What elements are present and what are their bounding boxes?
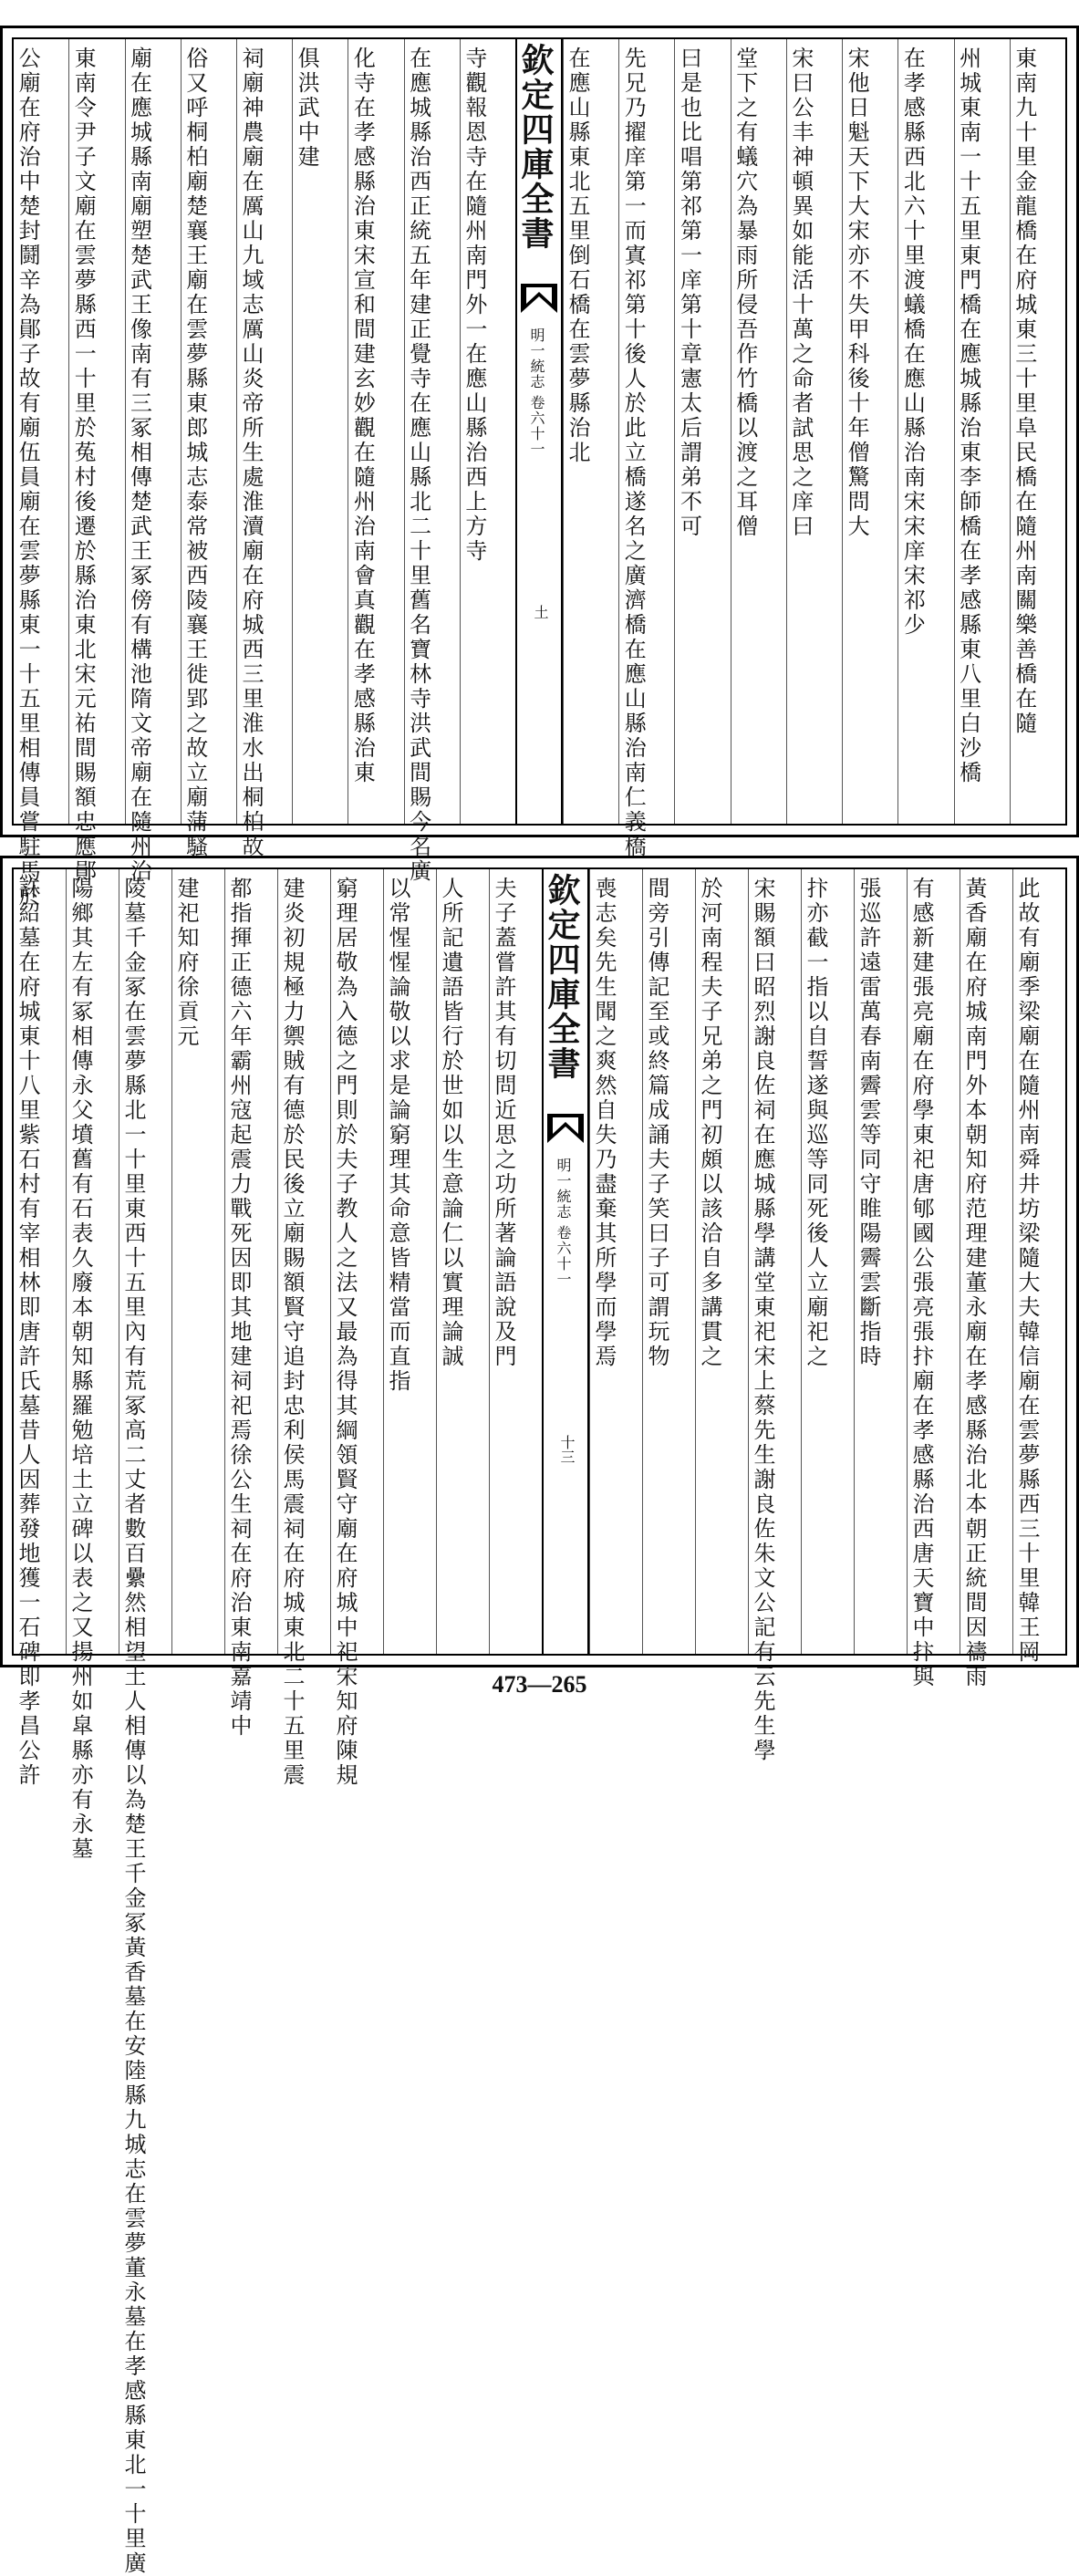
text-column	[897, 39, 953, 824]
column-text: 東南令尹子文廟在雲夢縣西一十里於菟村後遷於縣治東北宋元祐間賜額忠應鄖	[70, 47, 97, 884]
column-text: 人所記遺語皆行於世如以生意論仁以實理論誠	[438, 877, 463, 1369]
page-number: 土	[532, 605, 550, 619]
text-column	[960, 869, 1012, 1689]
volume-label: 明一統志 卷六十一	[555, 1158, 572, 1288]
column-text: 曰是也比唱第祁第一庠第十章憲太后謂弟不可	[676, 47, 702, 539]
text-column	[642, 869, 695, 1654]
text-column	[589, 869, 642, 1654]
column-text: 東南九十里金龍橋在府城東三十里阜民橋在隨州南關樂善橋在隨	[1011, 47, 1037, 736]
page-top	[0, 26, 1079, 909]
column-text: 喪志矣先生聞之爽然自失乃盡棄其所學而學焉	[591, 877, 617, 1369]
scan-page-number: 473—265	[492, 1671, 587, 1698]
text-column	[68, 39, 124, 884]
text-column	[563, 39, 618, 824]
text-column	[181, 39, 236, 859]
column-text: 許紹墓在府城東十八里紫石村有宰相林即唐許氏墓昔人因葬發地獲一石碑即孝昌公許	[15, 877, 40, 1788]
text-column	[786, 39, 842, 824]
column-text: 以常惺惺論敬以求是論窮理其命意皆精當而直指	[385, 877, 410, 1394]
page-top-frame	[12, 37, 1067, 909]
text-column	[801, 869, 854, 1654]
column-text: 宋他日魁天下大宋亦不失甲科後十年僧驚問大	[844, 47, 870, 539]
text-column	[1010, 39, 1065, 824]
page-number: 十三	[558, 1435, 576, 1464]
text-column	[460, 39, 515, 824]
column-text: 寺觀報恩寺在隨州南門外一在應山縣治西上方寺	[461, 47, 487, 564]
text-column	[842, 39, 897, 824]
text-column	[674, 39, 730, 824]
column-text: 於河南程夫子兄弟之門初頗以該洽自多講貫之	[697, 877, 722, 1369]
column-text: 俗又呼桐柏廟楚襄王廟在雲夢縣東郎城志泰常被西陵襄王徙郢之故立廟蒲騷	[182, 47, 208, 859]
column-text: 州城東南一十五里東門橋在應城縣治東李師橋在孝感縣東八里白沙橋	[955, 47, 981, 785]
text-column	[330, 869, 383, 1788]
column-text: 夫子蓋嘗許其有切問近思之功所著論語說及門	[491, 877, 516, 1369]
column-text: 此故有廟季梁廟在隨州南舜井坊梁隨大夫韓信廟在雲夢縣西三十里韓王岡	[1014, 877, 1040, 1665]
column-text: 廟在應城縣南廟塑楚武王像南有三冢相傳楚武王冢傍有構池隋文帝廟在隨州治	[126, 47, 152, 884]
text-column	[748, 869, 801, 1763]
text-column	[907, 869, 960, 1689]
text-column	[119, 869, 171, 2576]
column-text: 公廟在府治中楚封鬪辛為鄖子故有廟伍員廟在雲夢縣東一十五里相傳員嘗駐馬於	[15, 47, 41, 909]
column-text: 俱洪武中建	[294, 47, 320, 170]
text-column	[125, 39, 181, 884]
column-text: 在應山縣東北五里倒石橋在雲夢縣治北	[565, 47, 591, 465]
text-column	[66, 869, 119, 1862]
text-column	[695, 869, 748, 1654]
text-column	[618, 39, 674, 859]
column-text: 建祀知府徐貢元	[173, 877, 199, 1049]
column-text: 在應城縣治西正統五年建正覺寺在應山縣北二十里舊名寶林寺洪武間賜今名廣	[405, 47, 431, 884]
text-column	[348, 39, 403, 824]
column-text: 陽鄉其左有冢相傳永父墳舊有石表久廢本朝知縣羅勉培土立碑以表之又揚州如皐縣亦有永墓	[67, 877, 93, 1862]
column-text: 宋曰公丰神頓異如能活十萬之命者試思之庠曰	[787, 47, 814, 539]
text-column	[14, 39, 68, 909]
text-column	[236, 39, 292, 859]
column-text: 窮理居敬為入德之門則於夫子教人之法又最為得其綱領賢守廟在府城中祀宋知府陳規	[332, 877, 358, 1788]
fish-tail-mark-icon	[547, 1114, 584, 1143]
column-text: 張巡許遠雷萬春南霽雲等同守睢陽霽雲斷指時	[856, 877, 881, 1369]
text-column	[171, 869, 224, 1654]
column-text: 宋賜額曰昭烈謝良佐祠在應城縣學講堂東祀宋上蔡先生謝良佐朱文公記有云先生學	[750, 877, 775, 1763]
text-column	[954, 39, 1010, 824]
column-text: 化寺在孝感縣治東宋宣和間建玄妙觀在隨州治南會真觀在孝感縣治東	[349, 47, 376, 785]
text-column	[489, 869, 542, 1654]
column-text: 黃香廟在府城南門外本朝知府范理建董永廟在孝感縣治北本朝正統間因禱雨	[961, 877, 987, 1689]
text-column	[14, 869, 66, 1788]
column-text: 建炎初規極力禦賊有德於民後立廟賜額賢守追封忠利侯馬震祠在府城東北二十五里震	[279, 877, 305, 1788]
column-text: 都指揮正德六年霸州寇起震力戰死因即其地建祠祀焉徐公生祠在府治東南嘉靖中	[226, 877, 252, 1739]
text-column	[436, 869, 489, 1654]
text-column	[404, 39, 460, 884]
text-column	[383, 869, 436, 1654]
text-column	[854, 869, 907, 1654]
text-column	[292, 39, 348, 824]
text-column	[1012, 869, 1065, 1665]
column-text: 間旁引傳記至或終篇成誦夫子笑曰子可謂玩物	[644, 877, 669, 1369]
fish-tail-mark-icon	[521, 284, 557, 313]
column-text: 抃亦截一指以自誓遂與巡等同死後人立廟祀之	[803, 877, 828, 1369]
column-text: 有感新建張亮廟在府學東祀唐郇國公張亮張抃廟在孝感縣治西唐天寶中抃與	[908, 877, 934, 1689]
column-text: 堂下之有蟻穴為暴雨所侵吾作竹橋以渡之耳僧	[731, 47, 758, 539]
column-text: 陵墓千金冢在雲夢縣北一十里東西十五里內有荒冢高二丈者數百纍然相望土人相傳以為楚王千金冢黃香墓在安陸縣九城志在雲夢董永墓在孝感縣東北一十里廣	[120, 877, 146, 2576]
column-text: 祠廟神農廟在厲山九域志厲山炎帝所生處淮瀆廟在府城西三里淮水出桐柏故	[237, 47, 264, 859]
center-fold-spine	[542, 869, 589, 1654]
text-column	[224, 869, 277, 1739]
book-title: 欽定四庫全書	[516, 43, 555, 251]
column-text: 先兄乃擢庠第一而寘祁第十後人於此立橋遂名之廣濟橋在應山縣治南仁義橋	[620, 47, 647, 859]
text-column	[277, 869, 330, 1788]
book-title: 欽定四庫全書	[543, 873, 581, 1081]
column-text: 在孝感縣西北六十里渡蟻橋在應山縣治南宋宋庠宋祁少	[899, 47, 926, 638]
text-column	[731, 39, 786, 824]
volume-label: 明一統志 卷六十一	[528, 327, 546, 458]
center-fold-spine	[515, 39, 563, 824]
